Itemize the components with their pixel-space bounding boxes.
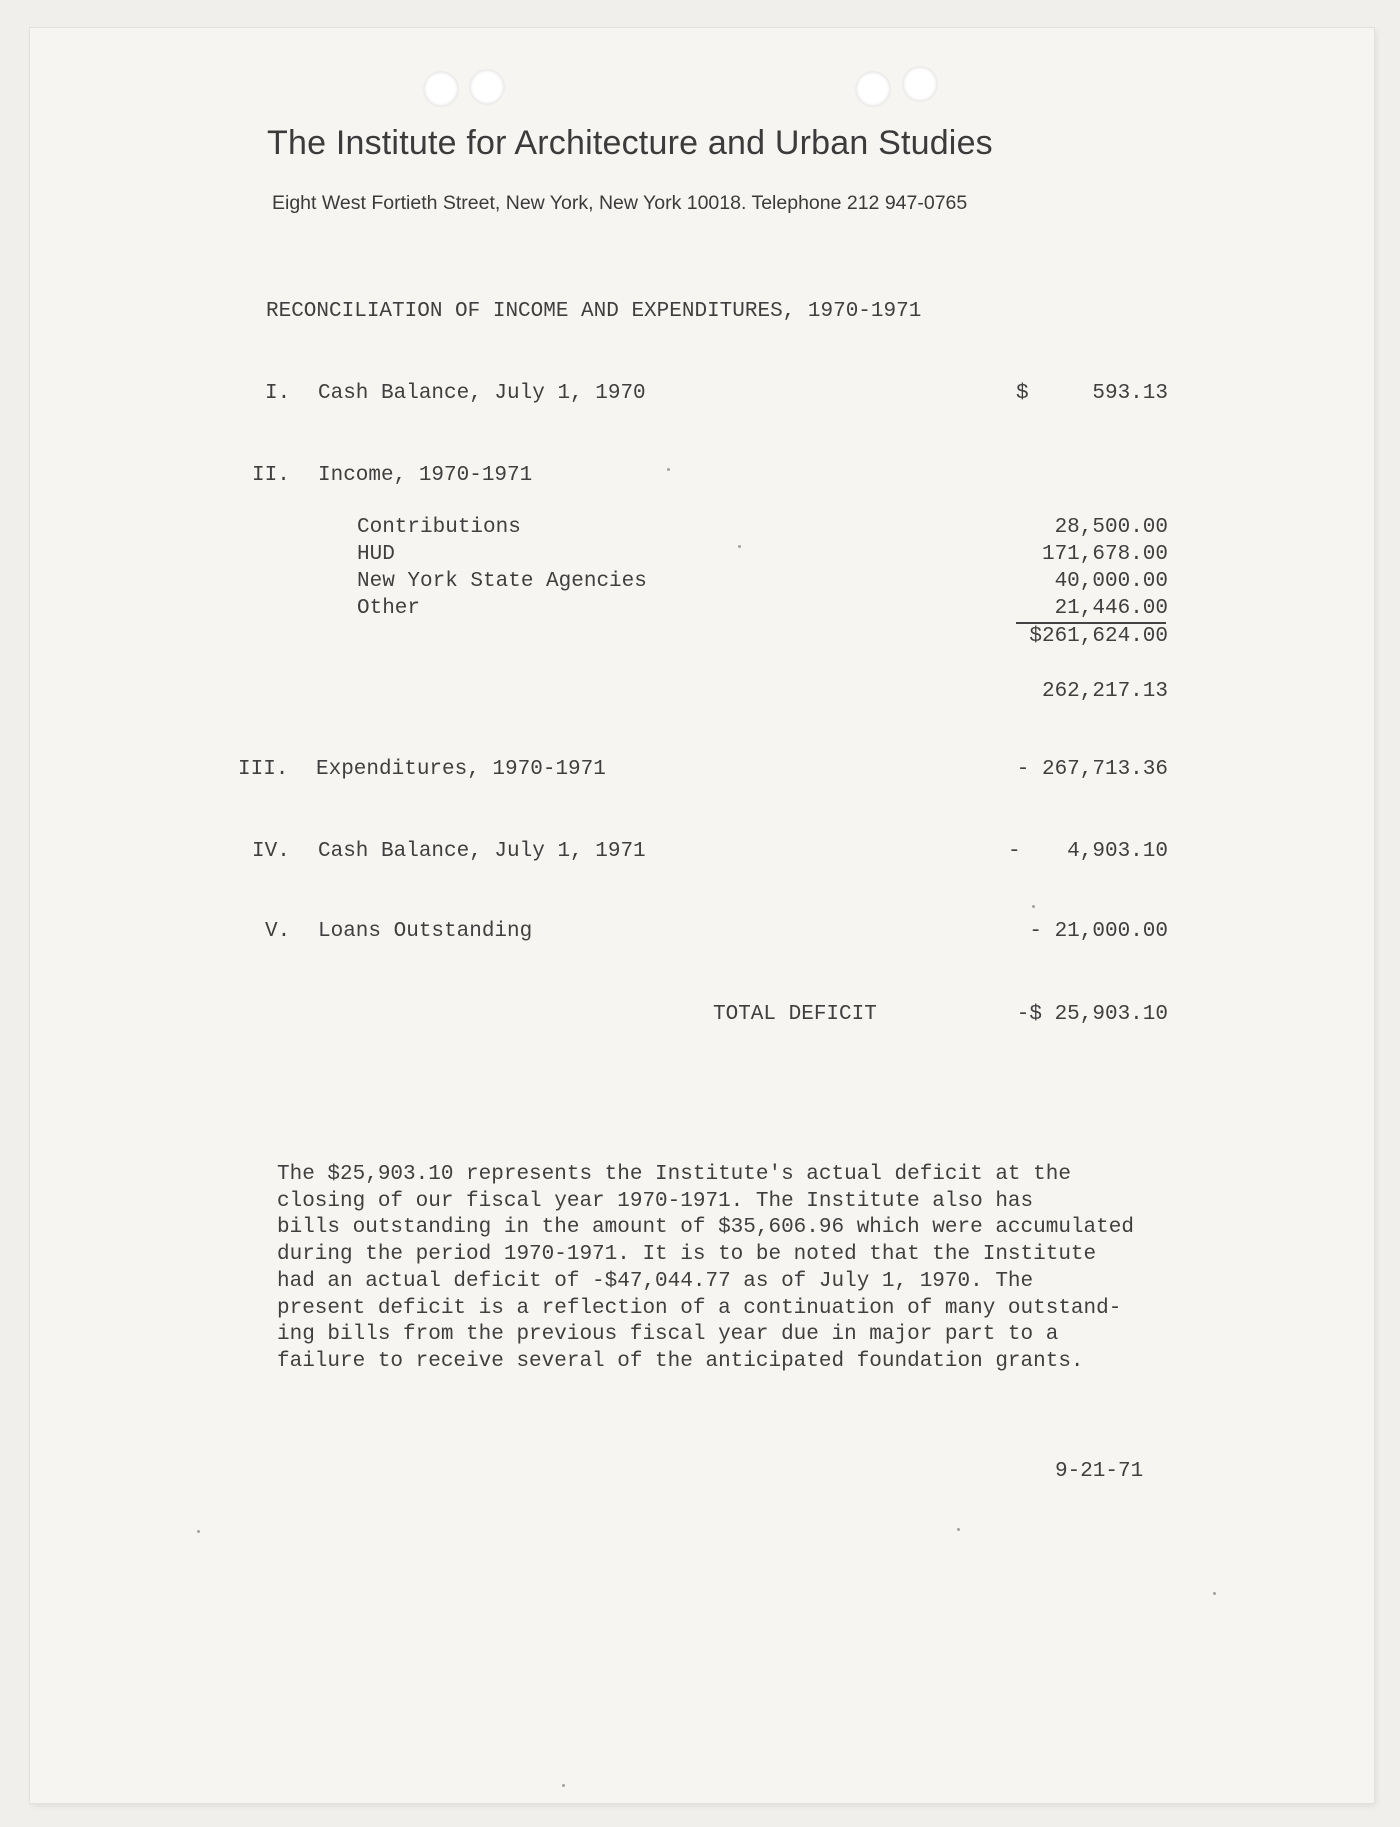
item-label-cash-balance-1970: Cash Balance, July 1, 1970 bbox=[318, 382, 646, 405]
item-label-income: Income, 1970-1971 bbox=[318, 464, 533, 487]
income-line-amount: 40,000.00 bbox=[1054, 570, 1168, 593]
amount-expenditures: - 267,713.36 bbox=[1016, 758, 1168, 781]
paper-speck bbox=[562, 1784, 565, 1787]
item-numeral-iii: III. bbox=[238, 758, 289, 781]
income-line-label: Other bbox=[357, 597, 421, 620]
currency-symbol: $ bbox=[1016, 382, 1029, 405]
letterhead-address: Eight West Fortieth Street, New York, New York 10018. Telephone 212 947-0765 bbox=[272, 192, 968, 214]
amount-cash-balance-1971: 4,903.10 bbox=[1067, 840, 1168, 863]
total-deficit-amount: -$ 25,903.10 bbox=[1016, 1003, 1168, 1026]
item-numeral-i: I. bbox=[265, 382, 291, 405]
item-label-cash-balance-1971: Cash Balance, July 1, 1971 bbox=[318, 840, 646, 863]
document-page bbox=[30, 28, 1374, 1803]
income-line-label: New York State Agencies bbox=[357, 570, 647, 593]
paragraph-line: bills outstanding in the amount of $35,606.96 which were accumulated bbox=[277, 1216, 1134, 1240]
income-line-label: Contributions bbox=[357, 516, 521, 539]
amount-loans: - 21,000.00 bbox=[1029, 920, 1168, 943]
income-line-amount: 171,678.00 bbox=[1041, 543, 1168, 566]
minus-sign: - bbox=[1008, 840, 1021, 863]
paragraph-line: closing of our fiscal year 1970-1971. The Institute also has bbox=[277, 1189, 1034, 1213]
paragraph-line: The $25,903.10 represents the Institute's actual deficit at the bbox=[277, 1163, 1071, 1186]
paper-speck bbox=[667, 468, 670, 471]
amount-cash-balance-1970: 593.13 bbox=[1092, 382, 1168, 405]
income-subtotal: $261,624.00 bbox=[1029, 625, 1168, 648]
paragraph-line: during the period 1970-1971. It is to be noted that the Institute bbox=[277, 1243, 1097, 1267]
paper-speck bbox=[738, 545, 741, 548]
document-date: 9-21-71 bbox=[1055, 1460, 1144, 1483]
paragraph-line: ing bills from the previous fiscal year due in major part to a bbox=[277, 1323, 1059, 1347]
explanation-paragraph bbox=[277, 1162, 1207, 1376]
paragraph-line: had an actual deficit of -$47,044.77 as of July 1, 1970. The bbox=[277, 1269, 1034, 1293]
paragraph-line: present deficit is a reflection of a continuation of many outstand- bbox=[277, 1296, 1122, 1320]
paragraph-line: failure to receive several of the anticipated foundation grants. bbox=[277, 1349, 1084, 1373]
item-numeral-ii: II. bbox=[252, 464, 290, 487]
letterhead-title: The Institute for Architecture and Urban Studies bbox=[267, 124, 993, 162]
binder-hole bbox=[903, 67, 937, 101]
paper-speck bbox=[1213, 1592, 1216, 1595]
paper-speck bbox=[957, 1528, 960, 1531]
item-label-expenditures: Expenditures, 1970-1971 bbox=[316, 758, 606, 781]
running-total: 262,217.13 bbox=[1041, 680, 1168, 703]
binder-hole bbox=[424, 72, 458, 106]
income-line-amount: 28,500.00 bbox=[1054, 516, 1168, 539]
binder-hole bbox=[470, 70, 504, 104]
subtotal-rule bbox=[1016, 622, 1166, 624]
total-deficit-label: TOTAL DEFICIT bbox=[713, 1003, 877, 1026]
paper-speck bbox=[1032, 905, 1035, 908]
income-line-amount: 21,446.00 bbox=[1054, 597, 1168, 620]
paper-speck bbox=[197, 1530, 200, 1533]
item-numeral-iv: IV. bbox=[252, 840, 290, 863]
report-title: RECONCILIATION OF INCOME AND EXPENDITURES, 1970-1971 bbox=[266, 300, 922, 323]
item-label-loans: Loans Outstanding bbox=[318, 920, 533, 943]
income-line-label: HUD bbox=[357, 543, 395, 566]
item-numeral-v: V. bbox=[265, 920, 291, 943]
binder-hole bbox=[856, 72, 890, 106]
